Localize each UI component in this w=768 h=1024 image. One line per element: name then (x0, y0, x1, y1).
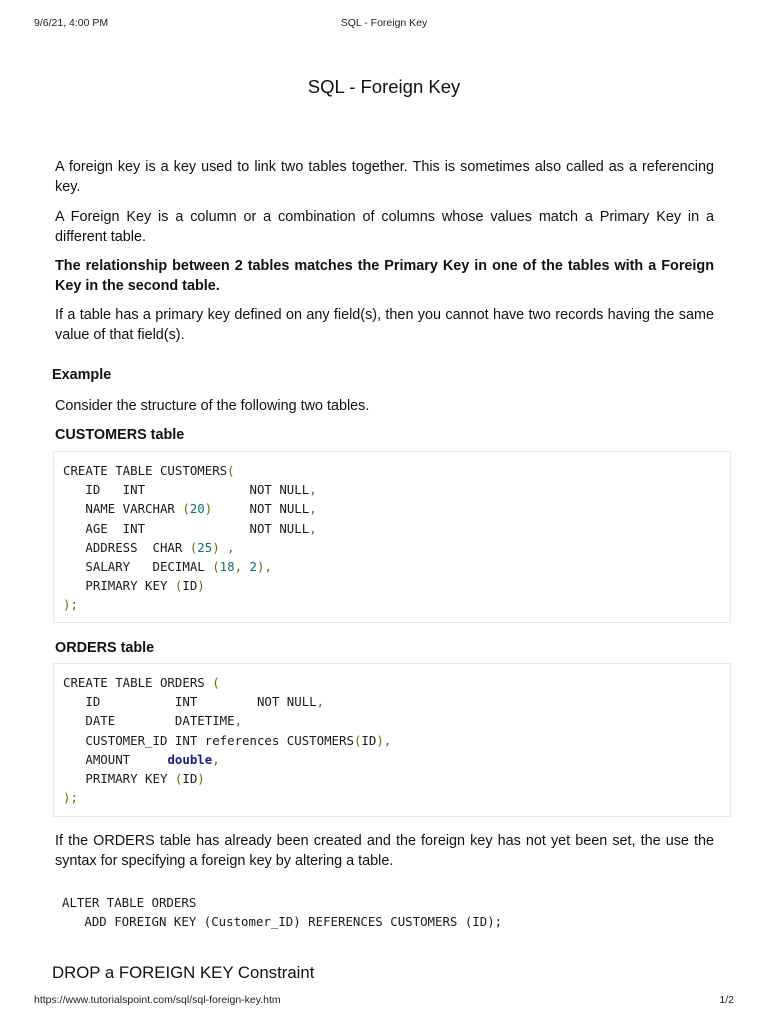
intro-paragraph-3 (55, 256, 714, 296)
alter-paragraph (55, 831, 714, 871)
paragraph-text: A foreign key is a key used to link two tables together. This is sometimes also called as a referencing key. (55, 159, 714, 195)
code-line: CREATE TABLE ORDERS ( (63, 675, 220, 690)
code-line: ); (63, 790, 78, 806)
customers-code-block (53, 451, 731, 623)
paragraph-text: The relationship between 2 tables matches the Primary Key in one of the tables with a Foreign Key in the second table. (55, 258, 714, 294)
source-url: https://www.tutorialspoint.com/sql/sql-foreign-key.htm (34, 994, 281, 1006)
code-line: CREATE TABLE CUSTOMERS( (63, 463, 235, 478)
code-line: AGE INT NOT NULL, (63, 520, 317, 536)
code-line: AMOUNT double, (63, 751, 220, 767)
code-line: ADDRESS CHAR (25) , (63, 539, 235, 555)
paragraph-text: If the ORDERS table has already been created and the foreign key has not yet been set, the use the syntax for specifying a foreign key by altering a table. (55, 833, 714, 869)
intro-paragraph-2 (55, 207, 714, 247)
print-doc-title: SQL - Foreign Key (340, 17, 428, 29)
page-title: SQL - Foreign Key (307, 76, 461, 97)
print-datetime: 9/6/21, 4:00 PM (34, 17, 109, 29)
paragraph-text: A Foreign Key is a column or a combination of columns whose values match a Primary Key in a different table. (55, 209, 714, 245)
paragraph-text: If a table has a primary key defined on any field(s), then you cannot have two records having the same value of that field(s). (55, 307, 714, 343)
code-line: DATE DATETIME, (63, 713, 243, 729)
customers-table-heading: CUSTOMERS table (55, 427, 185, 443)
intro-paragraph-1 (55, 157, 714, 197)
code-line: CUSTOMER_ID INT references CUSTOMERS(ID), (63, 732, 392, 748)
orders-code-block (53, 663, 731, 817)
example-intro: Consider the structure of the following two tables. (55, 398, 370, 414)
code-line: ID INT NOT NULL, (63, 694, 325, 710)
code-line: SALARY DECIMAL (18, 2), (63, 559, 272, 575)
example-heading: Example (52, 367, 112, 383)
code-line: ID INT NOT NULL, (63, 482, 317, 498)
code-line: PRIMARY KEY (ID) (63, 771, 205, 787)
code-line: ); (63, 597, 78, 613)
alter-code (62, 893, 502, 931)
code-line: PRIMARY KEY (ID) (63, 578, 205, 594)
code-line: NAME VARCHAR (20) NOT NULL, (63, 501, 317, 517)
code-line: ALTER TABLE ORDERS (62, 895, 197, 910)
drop-constraint-heading: DROP a FOREIGN KEY Constraint (52, 963, 315, 982)
customers-code (54, 452, 730, 615)
page-number: 1/2 (719, 994, 734, 1006)
orders-code (54, 664, 730, 807)
orders-table-heading: ORDERS table (55, 640, 155, 656)
intro-paragraph-4 (55, 305, 714, 345)
code-line: ADD FOREIGN KEY (Customer_ID) REFERENCES CUSTOMERS (ID); (62, 914, 503, 930)
